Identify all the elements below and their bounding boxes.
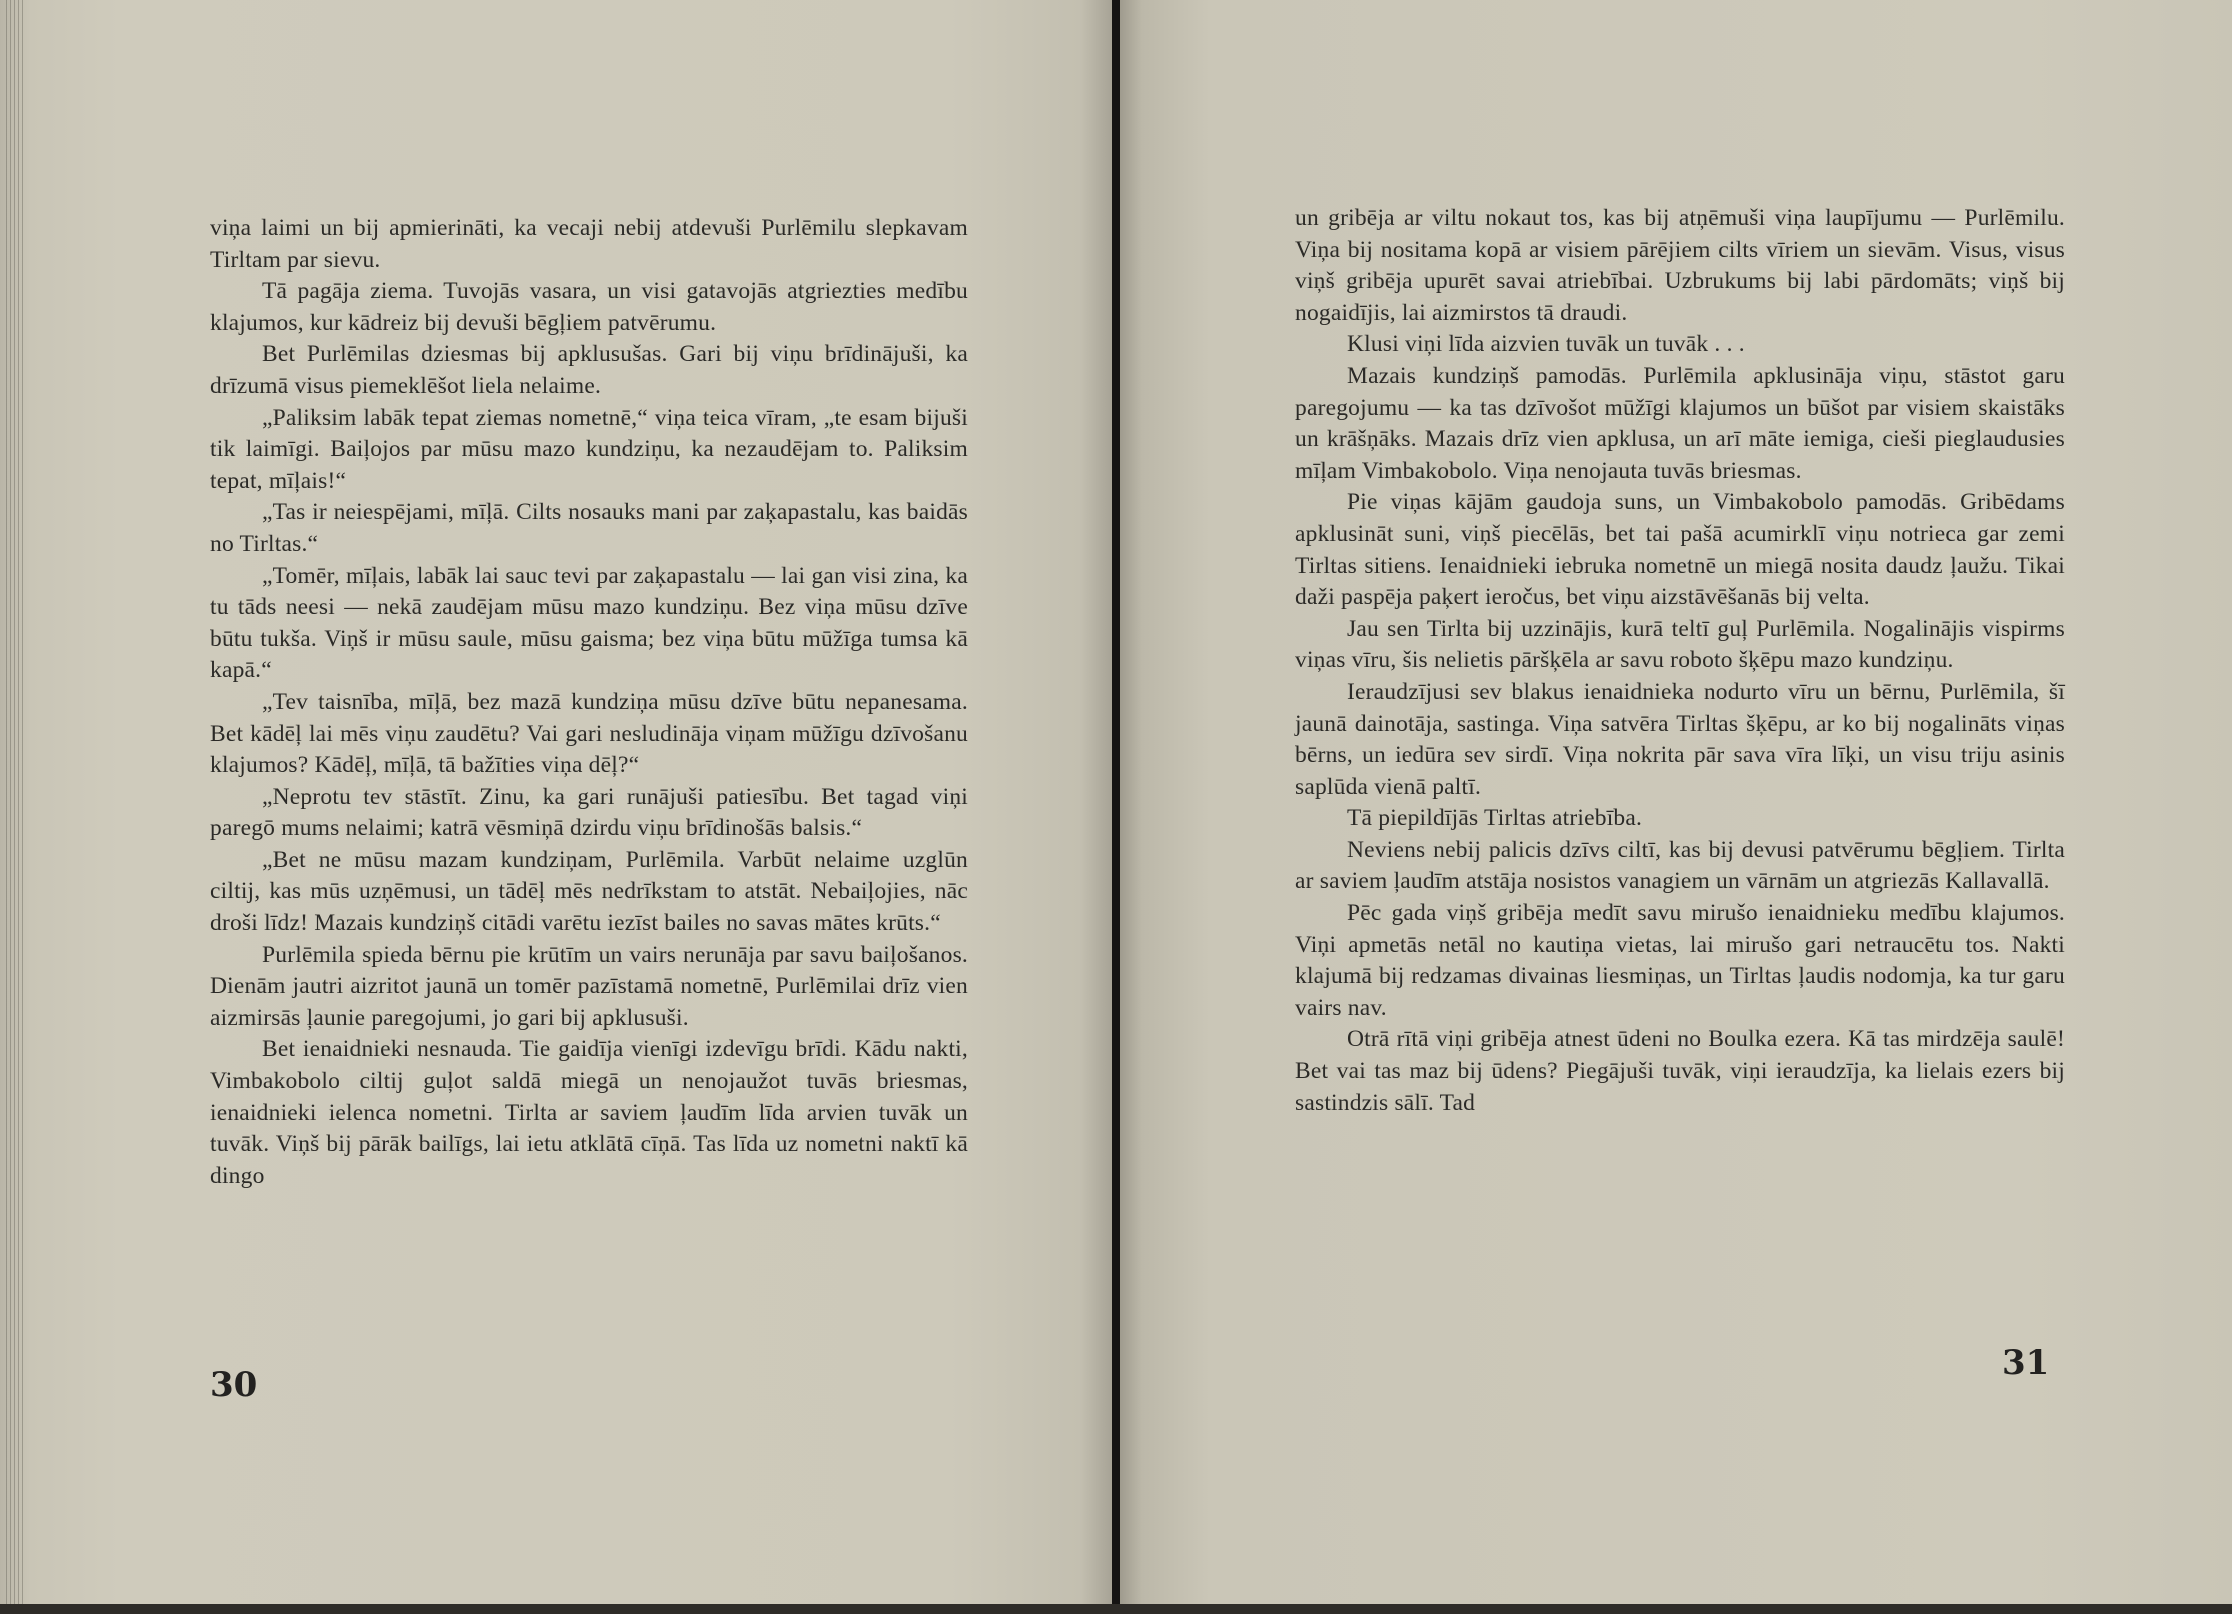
paragraph: Pēc gada viņš gribēja medīt savu mirušo ienaidnieku medību klajumos. Viņi apmetās netāl no kautiņa vietas, lai mirušo gari netraucētu tos. Nakti klajumā bij redzamas divainas liesmiņas, un Tirltas ļaudis nodomja, ka tur garu vairs nav. xyxy=(1295,900,2065,1021)
left-page xyxy=(0,0,1112,1614)
paragraph: „Bet ne mūsu mazam kundziņam, Purlēmila. Varbūt nelaime uzglūn ciltij, kas mūs uzņēmusi, un tādēļ mēs nedrīkstam to atstāt. Nebaiļojies, nāc droši līdz! Mazais kundziņš citādi varētu iezīst bailes no savas mātes krūts.“ xyxy=(210,846,968,937)
page-number: 30 xyxy=(210,1365,258,1405)
paragraph: „Tev taisnība, mīļā, bez mazā kundziņa mūsu dzīve būtu nepanesama. Bet kādēļ lai mēs viņu zaudētu? Vai gari nesludināja viņam mūžīgu dzīvošanu klajumos? Kādēļ, mīļā, tā bažīties viņa dēļ?“ xyxy=(210,688,968,779)
paragraph: Tā pagāja ziema. Tuvojās vasara, un visi gatavojās atgriezties medību klajumos, kur kādreiz bij devuši bēgļiem patvērumu. xyxy=(210,278,968,336)
paragraph: Ieraudzījusi sev blakus ienaidnieka nodurto vīru un bērnu, Purlēmila, šī jaunā dainotāja, sastinga. Viņa satvēra Tirltas šķēpu, ar ko bij nogalināts viņas bērns, un iedūra sev sirdī. Viņa nokrita pār sava vīra līķi, un visu triju asinis saplūda vienā paltī. xyxy=(1295,678,2065,800)
paragraph: Purlēmila spieda bērnu pie krūtīm un vairs nerunāja par savu baiļošanos. Dienām jautri aizritot jaunā un tomēr pazīstamā nometnē, Purlēmilai drīz vien aizmirsās ļaunie paregojumi, jo gari bij apklusuši. xyxy=(210,941,968,1031)
paragraph: Klusi viņi līda aizvien tuvāk un tuvāk . . . xyxy=(1347,331,1745,358)
paragraph: „Neprotu tev stāstīt. Zinu, ka gari runājuši patiesību. Bet tagad viņi paregō mums nelaimi; katrā vēsmiņā dzirdu viņu brīdinošās balsis.“ xyxy=(210,783,968,842)
book-gutter xyxy=(1112,0,1120,1614)
paragraph: Tā piepildījās Tirltas atriebība. xyxy=(1347,805,1643,832)
left-page-text xyxy=(210,213,968,1192)
paragraph: „Tomēr, mīļais, labāk lai sauc tevi par zaķapastalu — lai gan visi zina, ka tu tāds neesi — nekā zaudējam mūsu mazo kundziņu. Bez viņa mūsu dzīve būtu tukša. Viņš ir mūsu saule, mūsu gaisma; bez viņa būtu mūžīga tumsa kā kapā.“ xyxy=(210,562,968,684)
paragraph: un gribēja ar viltu nokaut tos, kas bij atņēmuši viņa laupījumu — Purlēmilu. Viņa bij nositama kopā ar visiem pārējiem cilts vīriem un sievām. Visus, visus viņš gribēja upurēt savai atriebībai. Uzbrukums bij labi pārdomāts; viņš bij nogaidījis, lai aizmirstos tā draudi. xyxy=(1295,205,2065,326)
paragraph: Bet Purlēmilas dziesmas bij apklusušas. Gari bij viņu brīdinājuši, ka drīzumā visus piemeklēšot liela nelaime. xyxy=(210,341,968,399)
paragraph: Mazais kundziņš pamodās. Purlēmila apklusināja viņu, stāstot garu paregojumu — ka tas dzīvošot mūžīgi klajumos un būšot par visiem skaistāks un krāšņāks. Mazais drīz vien apklusa, un arī māte iemiga, cieši pieglaudusies mīļam Vimbakobolo. Viņa nenojauta tuvās briesmas. xyxy=(1295,362,2065,484)
paragraph: „Tas ir neiespējami, mīļā. Cilts nosauks mani par zaķapastalu, kas baidās no Tirltas.“ xyxy=(210,499,968,557)
paragraph: Neviens nebij palicis dzīvs ciltī, kas bij devusi patvērumu bēgļiem. Tirlta ar saviem ļaudīm atstāja nosistos vanagiem un vārnām un atgriezās Kallavallā. xyxy=(1295,836,2065,895)
right-page xyxy=(1120,0,2232,1614)
paragraph: Otrā rītā viņi gribēja atnest ūdeni no Boulka ezera. Kā tas mirdzēja saulē! Bet vai tas maz bij ūdens? Piegājuši tuvāk, viņi ieraudzīja, ka lielais ezers bij sastindzis sālī. Tad xyxy=(1295,1026,2065,1116)
page-edge xyxy=(6,0,24,1614)
paragraph: „Paliksim labāk tepat ziemas nometnē,“ viņa teica vīram, „te esam bijuši tik laimīgi. Baiļojos par mūsu mazo kundziņu, ka nezaudējam to. Paliksim tepat, mīļais!“ xyxy=(210,404,968,494)
book-bottom-edge xyxy=(0,1604,2232,1614)
page-number: 31 xyxy=(2002,1343,2050,1383)
paragraph: Bet ienaidnieki nesnauda. Tie gaidīja vienīgi izdevīgu brīdi. Kādu nakti, Vimbakobolo ciltij guļot saldā miegā un nenojaužot tuvās briesmas, ienaidnieki ielenca nometni. Tirlta ar saviem ļaudīm līda arvien tuvāk un tuvāk. Viņš bij pārāk bailīgs, lai ietu atklātā cīņā. Tas līda uz nometni naktī kā dingo xyxy=(210,1036,968,1189)
paragraph: Pie viņas kājām gaudoja suns, un Vimbakobolo pamodās. Gribēdams apklusināt suni, viņš piecēlās, bet tai pašā acumirklī viņu notrieca gar zemi Tirltas sitiens. Ienaidnieki iebruka nometnē un miegā nosita daudz ļaužu. Tikai daži paspēja paķert ieročus, bet viņu aizstāvēšanās bij velta. xyxy=(1295,489,2065,611)
paragraph: viņa laimi un bij apmierināti, ka vecaji nebij atdevuši Purlēmilu slepkavam Tirltam par sievu. xyxy=(210,215,968,273)
paragraph: Jau sen Tirlta bij uzzinājis, kurā teltī guļ Purlēmila. Nogalinājis vispirms viņas vīru, šis nelietis pāršķēla ar savu roboto šķēpu mazo kundziņu. xyxy=(1295,615,2065,674)
right-page-text xyxy=(1295,203,2065,1119)
